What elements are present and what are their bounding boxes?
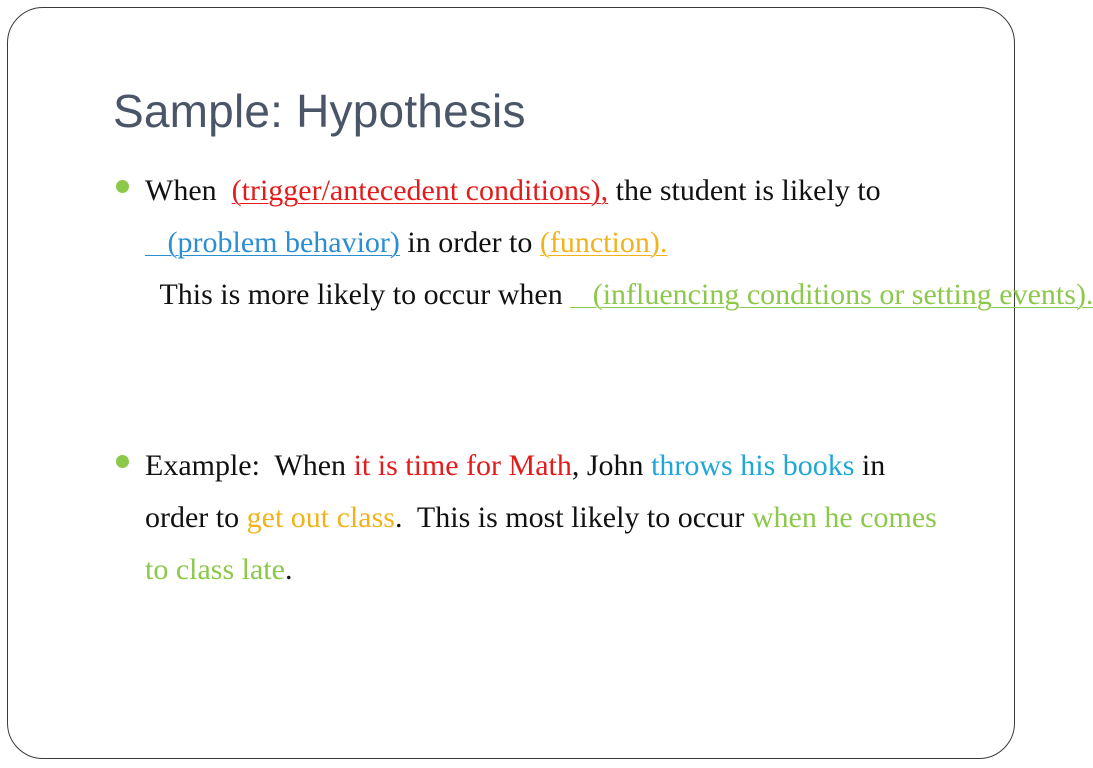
text-example-trigger: it is time for Math [353,449,572,482]
bullet-text [145,165,1093,321]
text-example-behavior: throws his books [651,449,855,482]
text-trigger-placeholder: (trigger/antecedent conditions), [231,174,609,207]
text-example-setting: when he comes to class late [145,501,937,586]
text-period: . [284,553,293,586]
text-most-likely: . This is most likely to occur [394,501,752,534]
text-function-placeholder: (function). [539,226,668,259]
text-john: , John [571,449,652,482]
text-setting-placeholder: (influencing conditions or setting events). [570,278,1093,311]
bullet-dot-icon [116,455,129,468]
text-example: Example: When [145,449,354,482]
text-behavior-placeholder: (problem behavior) [145,226,400,259]
bullet-text [145,440,955,596]
bullet-dot-icon [116,180,129,193]
text-in-order-to: in order to [399,226,540,259]
text-in-order-to: in order to [145,449,886,534]
text-the-student: the student is likely to [608,174,881,207]
slide-title: Sample: Hypothesis [113,85,526,137]
text-more-likely: This is more likely to occur when [145,278,571,311]
text-when: When [145,174,225,207]
text-example-function: get out class [246,501,395,534]
